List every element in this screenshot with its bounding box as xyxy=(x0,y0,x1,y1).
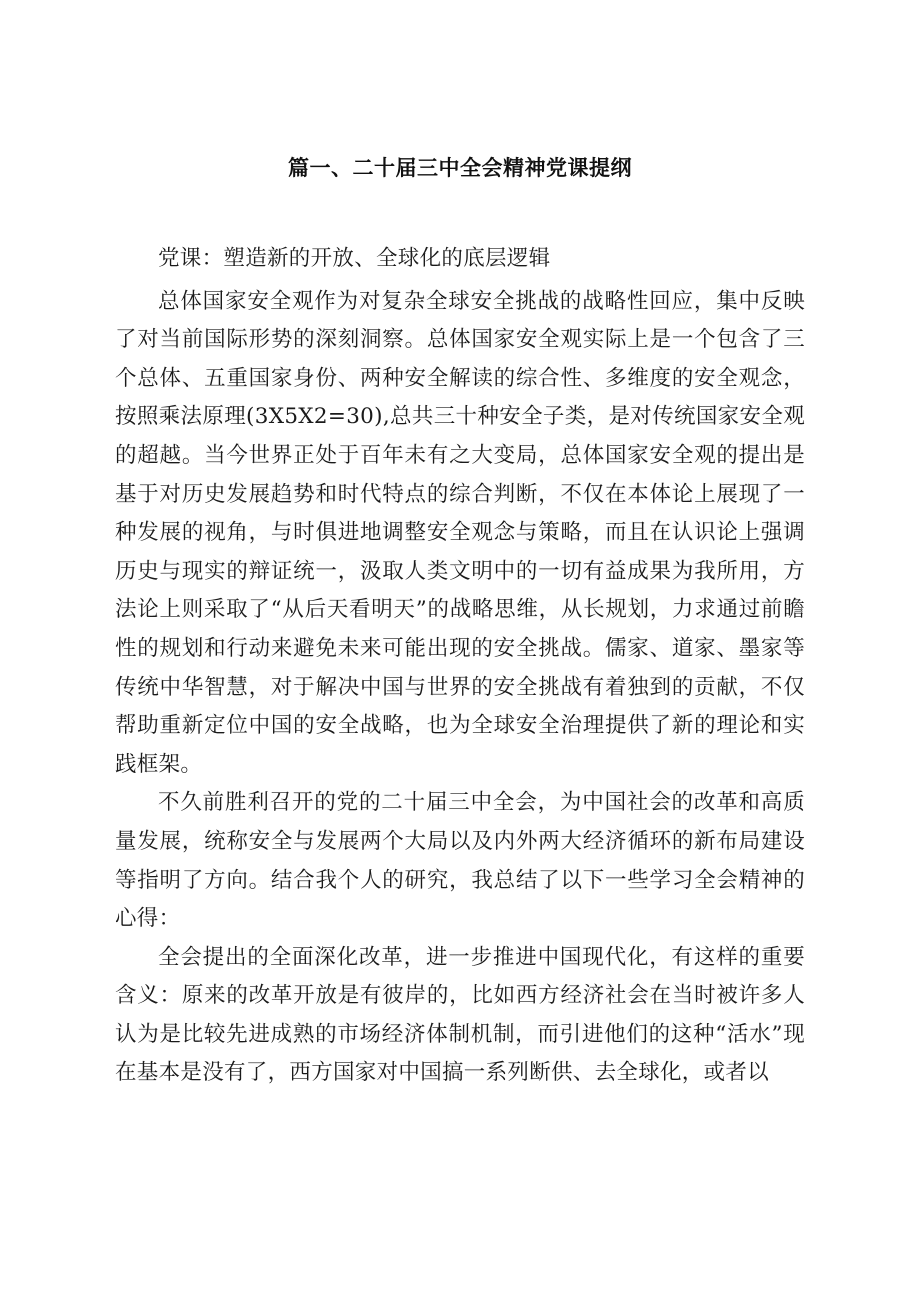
paragraph-1: 总体国家安全观作为对复杂全球安全挑战的战略性回应，集中反映了对当前国际形势的深刻洞察。总体国家安全观实际上是一个包含了三个总体、五重国家身份、两种安全解读的综合性、多维度的安全观念，按照乘法原理(3X5X2=30),总共三十种安全子类，是对传统国家安全观的超越。当今世界正处于百年未有之大变局，总体国家安全观的提出是基于对历史发展趋势和时代特点的综合判断，不仅在本体论上展现了一种发展的视角，与时俱进地调整安全观念与策略，而且在认识论上强调历史与现实的辩证统一，汲取人类文明中的一切有益成果为我所用，方法论上则采取了“从后天看明天”的战略思维，从长规划，力求通过前瞻性的规划和行动来避免未来可能出现的安全挑战。儒家、道家、墨家等传统中华智慧，对于解决中国与世界的安全挑战有着独到的贡献，不仅帮助重新定位中国的安全战略，也为全球安全治理提供了新的理论和实践框架。 xyxy=(115,288,805,777)
document-body xyxy=(115,240,805,1093)
paragraph-3: 全会提出的全面深化改革，进一步推进中国现代化，有这样的重要含义：原来的改革开放是有彼岸的，比如西方经济社会在当时被许多人认为是比较先进成熟的市场经济体制机制，而引进他们的这种“活水”现在基本是没有了，西方国家对中国搞一系列断供、去全球化，或者以 xyxy=(115,944,805,1086)
paragraph-2: 不久前胜利召开的党的二十届三中全会，为中国社会的改革和高质量发展，统称安全与发展两个大局以及内外两大经济循环的新布局建设等指明了方向。结合我个人的研究，我总结了以下一些学习全会精神的心得： xyxy=(115,790,805,932)
document-title: 篇一、二十届三中全会精神党课提纲 xyxy=(288,156,632,180)
document-subtitle: 党课：塑造新的开放、全球化的底层逻辑 xyxy=(158,246,551,271)
